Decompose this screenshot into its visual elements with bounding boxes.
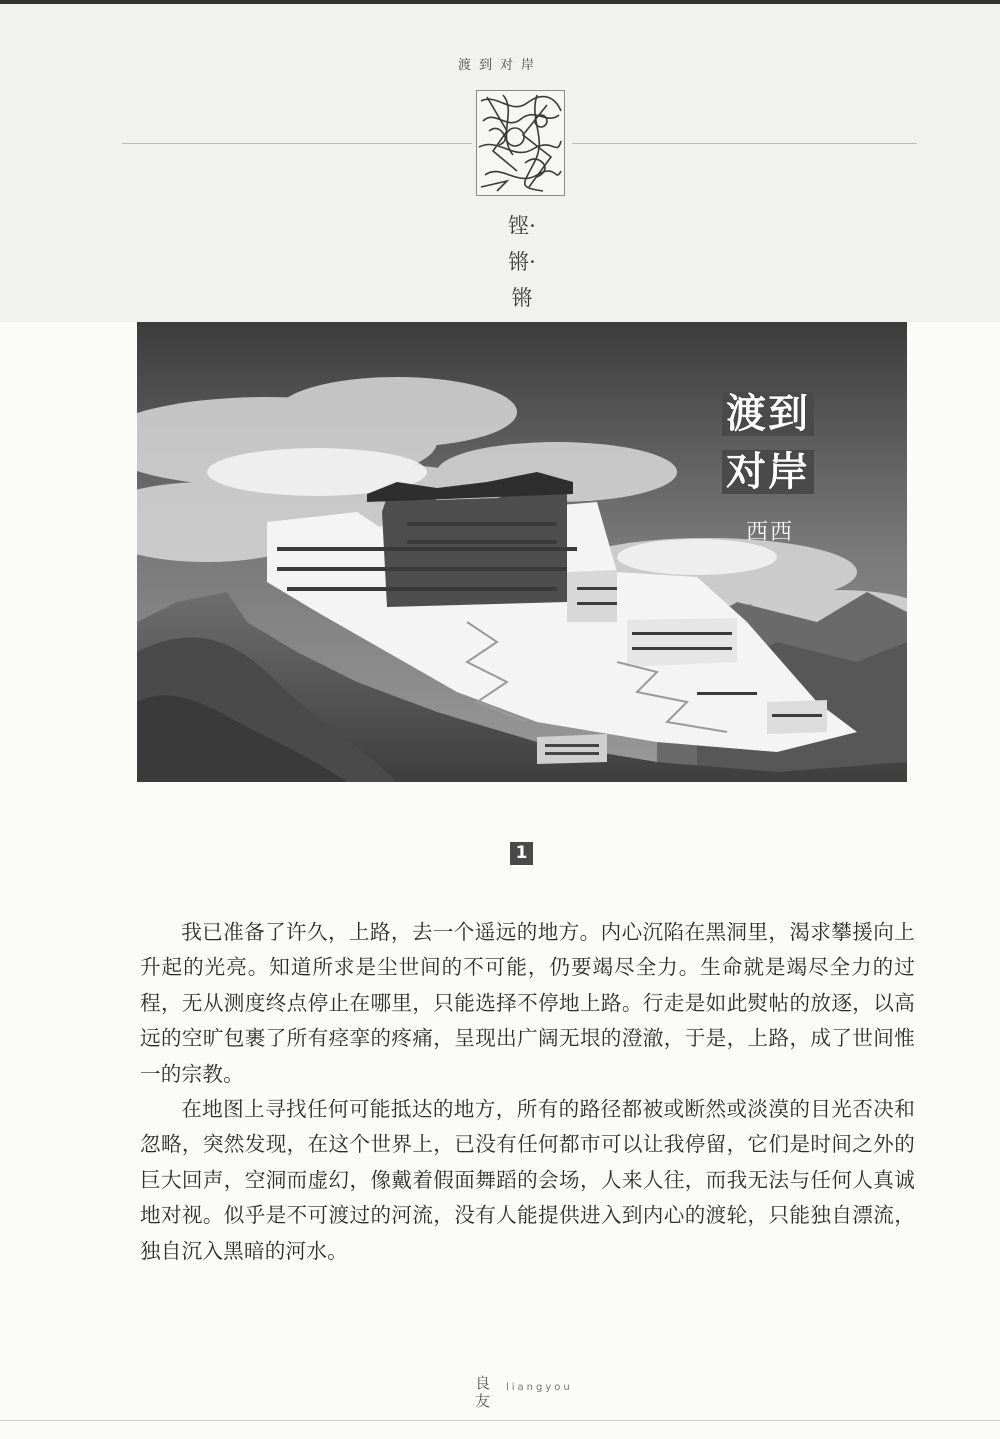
header-rule-left — [122, 143, 472, 144]
column-name-char: 锵· — [508, 250, 536, 274]
column-name — [502, 208, 542, 316]
folio-text: liangyou — [506, 1382, 573, 1393]
paragraph: 我已准备了许久，上路，去一个遥远的地方。内心沉陷在黑洞里，渴求攀援向上升起的光亮。知道所求是尘世间的不可能，仍要竭尽全力。生命就是竭尽全力的过程，无从测度终点停止在哪里，只能选择不停地上路。行走是如此熨帖的放逐，以高远的空旷包裹了所有痉挛的疼痛，呈现出广阔无垠的澄澈，于是，上路，成了世间惟一的宗教。 — [140, 920, 915, 1086]
bottom-rule — [0, 1420, 1000, 1421]
column-name-char: 铿· — [508, 214, 536, 238]
svg-text:友: 友 — [475, 1392, 491, 1410]
article-title — [722, 392, 816, 508]
section-number: 1 — [510, 842, 533, 865]
liangyou-logo — [472, 1372, 492, 1414]
article-author: 西西 — [746, 520, 795, 545]
paragraph: 在地图上寻找任何可能抵达的地方，所有的路径都被或断然或淡漠的目光否决和忽略，突然发现，在这个世界上，已没有任何都市可以让我停留，它们是时间之外的巨大回声，空洞而虚幻，像戴着假面舞蹈的会场，人来人往，而我无法与任何人真诚地对视。似乎是不可渡过的河流，没有人能提供进入到内心的渡轮，只能独自漂流，独自沉入黑暗的河水。 — [140, 1097, 915, 1263]
article-title-line: 渡到 — [722, 392, 814, 436]
column-name-char: 锵 — [511, 286, 533, 310]
svg-text:良: 良 — [475, 1374, 491, 1392]
header-ornament — [476, 90, 565, 196]
article-title-line: 对岸 — [722, 450, 814, 494]
running-header: 渡到对岸 — [457, 58, 542, 73]
header-rule-right — [572, 143, 917, 144]
article-body — [140, 915, 915, 1269]
